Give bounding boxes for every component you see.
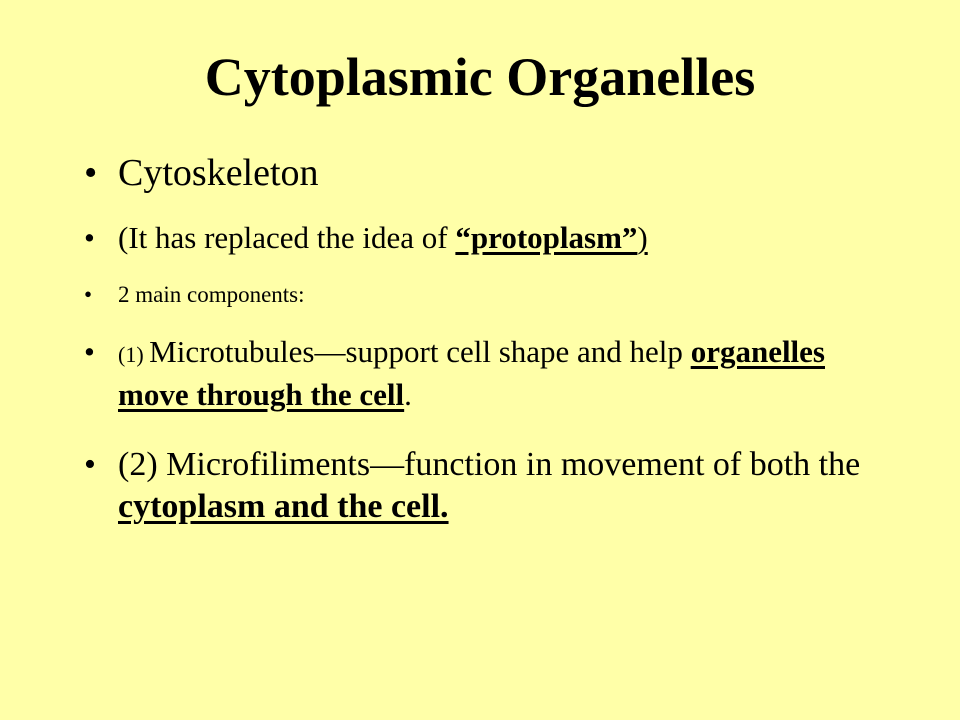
bullet-text (118, 332, 874, 415)
bullet-icon: • (84, 220, 95, 255)
period: . (404, 377, 412, 412)
closing-paren: ) (637, 220, 648, 255)
protoplasm-emphasis (455, 220, 647, 255)
bullet-text-part: (2) Microfiliments—function in movement of both the (118, 446, 861, 483)
slide-title: Cytoplasmic Organelles (204, 47, 756, 107)
bullet-protoplasm (84, 218, 874, 258)
bullet-text-part: Microtubules—support cell shape and help (149, 334, 691, 369)
bullet-text-part: Cytoskeleton (118, 152, 319, 194)
bullet-cytoskeleton (84, 150, 874, 196)
bullet-text (118, 150, 874, 196)
bullet-icon: • (84, 152, 98, 194)
cytoplasm-cell-emphasis: cytoplasm and the cell. (118, 488, 449, 525)
component-number: (1) (118, 342, 150, 367)
bullet-text (118, 444, 874, 528)
bullet-main-components (84, 280, 874, 310)
bullet-microfiliments (84, 444, 874, 528)
protoplasm-term: “protoplasm” (455, 220, 638, 255)
bullet-text (118, 218, 874, 258)
bullet-text-part: (It has replaced the idea of (118, 220, 456, 255)
bullet-microtubules (84, 332, 874, 415)
bullet-icon: • (84, 446, 96, 483)
bullet-icon: • (84, 334, 95, 369)
bullet-icon: • (84, 282, 93, 307)
bullet-text (118, 280, 874, 310)
bullet-text-part: 2 main components: (118, 282, 305, 307)
organelles-move-emphasis: organelles move through the cell (118, 334, 825, 412)
